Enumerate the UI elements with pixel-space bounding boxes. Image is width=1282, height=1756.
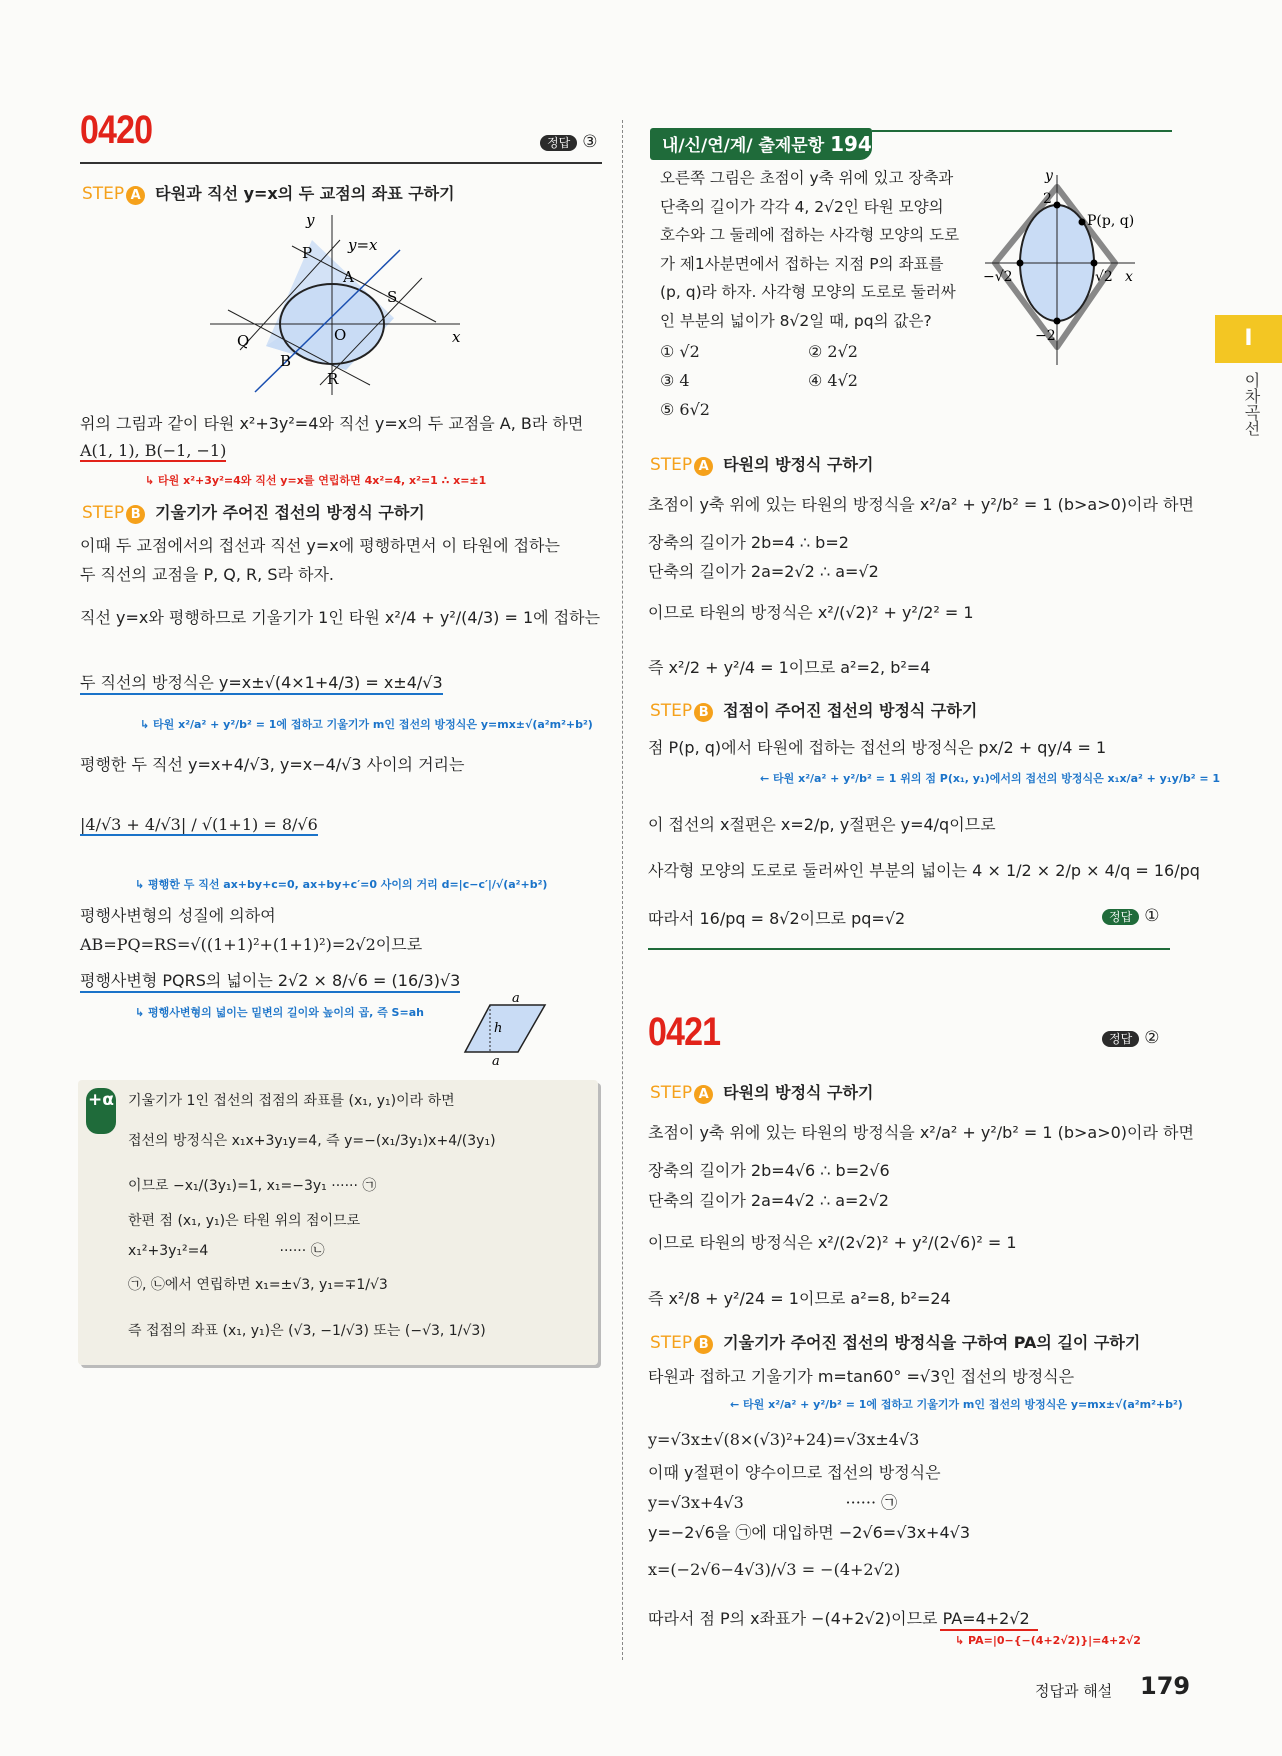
- text-line: 장축의 길이가 2b=4√6 ∴ b=2√6: [648, 1161, 890, 1180]
- text-line: 따라서 16/pq = 8√2이므로 pq=√2: [648, 909, 906, 928]
- text-line: y=√3x+4√3 ······ ㉠: [648, 1493, 898, 1512]
- answer-value: ③: [582, 132, 598, 152]
- note-blue: ↳ 평행한 두 직선 ax+by+c=0, ax+by+c′=0 사이의 거리 d=|c−c′|/√(a²+b²): [135, 878, 548, 891]
- problem-number: 0420: [80, 108, 153, 152]
- answer-indicator: 정답 ①: [1102, 906, 1160, 926]
- svg-text:−√2: −√2: [983, 269, 1013, 285]
- text-line: 즉 x²/8 + y²/24 = 1이므로 a²=8, b²=24: [648, 1289, 951, 1308]
- choice-5[interactable]: ⑤ 6√2: [660, 400, 710, 419]
- text-line: 평행사변형 PQRS의 넓이는 2√2 × 8/√6 = (16/3)√3: [80, 968, 460, 993]
- header-rule: [80, 162, 602, 164]
- svg-text:h: h: [494, 1021, 503, 1036]
- box-line: 기울기가 1인 접선의 접점의 좌표를 (x₁, y₁)이라 하면: [128, 1093, 455, 1109]
- chapter-tab[interactable]: [1215, 315, 1282, 363]
- svg-text:a: a: [512, 991, 520, 1006]
- step-b-heading: STEP B 기울기가 주어진 접선의 방정식을 구하여 PA의 길이 구하기: [650, 1333, 1141, 1353]
- choice-4[interactable]: ④ 4√2: [808, 371, 858, 390]
- problem-text: 오른쪽 그림은 초점이 y축 위에 있고 장축과 단축의 길이가 각각 4, 2√2인 타원 모양의 호수와 그 둘레에 접하는 사각형 모양의 도로 가 제1사분면에서 접하는 지점 P의 좌표를 (p, q)라 하자. 사각형 모양의 도로로 둘러싸 인 부분의 넓이가 8√2일 때, pq의 값은?: [660, 169, 960, 330]
- text-line: 초점이 y축 위에 있는 타원의 방정식을 x²/a² + y²/b² = 1 (b>a>0)이라 하면: [648, 495, 1194, 514]
- text-line: |4/√3 + 4/√3| / √(1+1) = 8/√6: [80, 815, 318, 834]
- text-line: 따라서 점 P의 x좌표가 −(4+2√2)이므로 PA=4+2√2: [648, 1609, 1030, 1628]
- text-line: 이때 두 교점에서의 접선과 직선 y=x에 평행하면서 이 타원에 접하는: [80, 536, 560, 555]
- text-line: 두 직선의 방정식은 y=x±√(4×1+4/3) = x±4/√3: [80, 670, 443, 695]
- step-b-heading: STEP B 기울기가 주어진 접선의 방정식 구하기: [82, 503, 425, 523]
- step-a-heading: STEP A 타원과 직선 y=x의 두 교점의 좌표 구하기: [82, 184, 455, 204]
- note-red: ↳ 타원 x²+3y²=4와 직선 y=x를 연립하면 4x²=4, x²=1 ∴ x=±1: [145, 474, 487, 487]
- svg-text:x: x: [1125, 269, 1133, 285]
- problem-number: 0421: [648, 1010, 721, 1054]
- note-blue: ← 타원 x²/a² + y²/b² = 1 위의 점 P(x₁, y₁)에서의 접선의 방정식은 x₁x/a² + y₁y/b² = 1: [760, 772, 1221, 785]
- footer-label: 정답과 해설: [1035, 1682, 1113, 1700]
- choice-2[interactable]: ② 2√2: [808, 342, 858, 361]
- svg-text:P(p, q): P(p, q): [1087, 213, 1135, 229]
- note-blue: ↳ 평행사변형의 넓이는 밑변의 길이와 높이의 곱, 즉 S=ah: [135, 1006, 424, 1019]
- step-b-heading: STEP B 접점이 주어진 접선의 방정식 구하기: [650, 701, 978, 721]
- box-line: x₁²+3y₁²=4 ······ ㉡: [128, 1243, 325, 1259]
- text-line: 평행한 두 직선 y=x+4/√3, y=x−4/√3 사이의 거리는: [80, 755, 465, 774]
- note-blue: ↳ 타원 x²/a² + y²/b² = 1에 접하고 기울기가 m인 접선의 방정식은 y=mx±√(a²m²+b²): [140, 718, 593, 731]
- text-line: 평행사변형의 성질에 의하여: [80, 906, 276, 925]
- text-line: 직선 y=x와 평행하므로 기울기가 1인 타원 x²/4 + y²/(4/3) = 1에 접하는: [80, 608, 601, 627]
- text-line: 장축의 길이가 2b=4 ∴ b=2: [648, 533, 849, 552]
- text-line: 단축의 길이가 2a=4√2 ∴ a=2√2: [648, 1191, 889, 1210]
- ellipse-tangent-figure: [200, 210, 480, 395]
- plus-alpha-icon: +α: [86, 1088, 116, 1134]
- text-line: 이므로 타원의 방정식은 x²/(√2)² + y²/2² = 1: [648, 603, 974, 622]
- text-line: AB=PQ=RS=√((1+1)²+(1+1)²)=2√2이므로: [80, 935, 423, 954]
- banner-rule: [872, 130, 1172, 132]
- svg-text:y=x: y=x: [348, 236, 378, 254]
- text-line: 이때 y절편이 양수이므로 접선의 방정식은: [648, 1463, 941, 1482]
- svg-text:√2: √2: [1095, 269, 1113, 285]
- figure-label: y: [306, 211, 315, 229]
- chapter-number: I: [1244, 326, 1253, 351]
- text-line: 즉 x²/2 + y²/4 = 1이므로 a²=2, b²=4: [648, 658, 931, 677]
- text-line: x=(−2√6−4√3)/√3 = −(4+2√2): [648, 1560, 901, 1579]
- answer-badge: 정답: [540, 135, 577, 151]
- text-line: 이 접선의 x절편은 x=2/p, y절편은 y=4/q이므로: [648, 815, 996, 834]
- linked-problem-banner: 내/신/연/계/ 출제문항 194: [650, 128, 872, 160]
- note-red: ↳ PA=|0−{−(4+2√2)}|=4+2√2: [955, 1634, 1141, 1647]
- page-number: 179: [1140, 1672, 1191, 1700]
- svg-text:A: A: [343, 268, 354, 286]
- choice-3[interactable]: ③ 4: [660, 371, 690, 390]
- answer-indicator: [540, 132, 598, 152]
- svg-text:P: P: [302, 244, 313, 262]
- text-line: 점 P(p, q)에서 타원에 접하는 접선의 방정식은 px/2 + qy/4 = 1: [648, 738, 1107, 757]
- svg-text:Q: Q: [237, 332, 250, 350]
- svg-text:y: y: [1045, 168, 1053, 184]
- lake-road-figure: [965, 165, 1165, 375]
- text-line: 위의 그림과 같이 타원 x²+3y²=4와 직선 y=x의 두 교점을 A, B라 하면: [80, 414, 584, 433]
- text-line: 초점이 y축 위에 있는 타원의 방정식을 x²/a² + y²/b² = 1 (b>a>0)이라 하면: [648, 1123, 1194, 1142]
- step-a-heading: STEP A 타원의 방정식 구하기: [650, 455, 874, 475]
- svg-text:O: O: [334, 326, 347, 344]
- step-a-heading: STEP A 타원의 방정식 구하기: [650, 1083, 874, 1103]
- box-line: ㉠, ㉡에서 연립하면 x₁=±√3, y₁=∓1/√3: [128, 1277, 388, 1293]
- text-line: y=−2√6을 ㉠에 대입하면 −2√6=√3x+4√3: [648, 1523, 971, 1542]
- parallelogram-figure: [460, 990, 560, 1065]
- choice-1[interactable]: ① √2: [660, 342, 700, 361]
- text-line: 타원과 접하고 기울기가 m=tan60° =√3인 접선의 방정식은: [648, 1367, 1075, 1386]
- column-divider: [622, 120, 623, 1660]
- svg-text:S: S: [387, 288, 398, 306]
- svg-text:B: B: [280, 352, 292, 370]
- text-line: 사각형 모양의 도로로 둘러싸인 부분의 넓이는 4 × 1/2 × 2/p × 4/q = 16/pq: [648, 861, 1200, 880]
- text-line: 이므로 타원의 방정식은 x²/(2√2)² + y²/(2√6)² = 1: [648, 1233, 1017, 1252]
- box-line: 한편 점 (x₁, y₁)은 타원 위의 점이므로: [128, 1213, 361, 1229]
- answer-indicator: 정답 ②: [1102, 1028, 1160, 1048]
- svg-text:−2: −2: [1035, 328, 1056, 344]
- svg-text:x: x: [452, 328, 461, 346]
- underline-red: [940, 1629, 1038, 1631]
- svg-text:2: 2: [1043, 191, 1052, 207]
- svg-text:a: a: [492, 1054, 500, 1065]
- box-line: 이므로 −x₁/(3y₁)=1, x₁=−3y₁ ······ ㉠: [128, 1178, 377, 1194]
- section-rule: [648, 948, 1170, 950]
- text-line: y=√3x±√(8×(√3)²+24)=√3x±4√3: [648, 1430, 920, 1449]
- result-ab: A(1, 1), B(−1, −1): [80, 441, 227, 460]
- box-line: 즉 접점의 좌표 (x₁, y₁)은 (√3, −1/√3) 또는 (−√3, 1/√3): [128, 1323, 486, 1339]
- box-line: 접선의 방정식은 x₁x+3y₁y=4, 즉 y=−(x₁/3y₁)x+4/(3y₁): [128, 1133, 496, 1149]
- note-blue: ← 타원 x²/a² + y²/b² = 1에 접하고 기울기가 m인 접선의 방정식은 y=mx±√(a²m²+b²): [730, 1398, 1183, 1411]
- chapter-title: 이차곡선: [1242, 372, 1261, 436]
- text-line: 단축의 길이가 2a=2√2 ∴ a=√2: [648, 562, 879, 581]
- text-line: 두 직선의 교점을 P, Q, R, S라 하자.: [80, 565, 335, 584]
- svg-text:R: R: [327, 370, 339, 388]
